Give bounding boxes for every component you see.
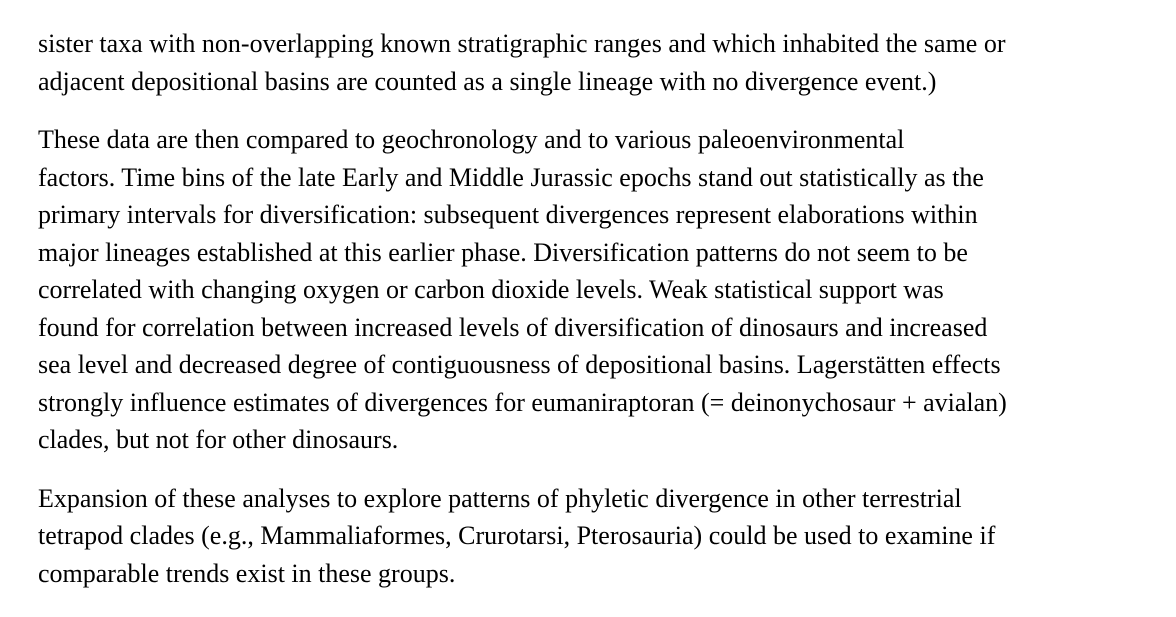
text-line: sea level and decreased degree of contiguousness of depositional basins. Lagerstätten effects — [38, 350, 1001, 379]
text-line: These data are then compared to geochronology and to various paleoenvironmental — [38, 125, 905, 154]
document-body — [38, 25, 1143, 613]
text-line: Expansion of these analyses to explore patterns of phyletic divergence in other terrestrial — [38, 483, 962, 513]
text-line: found for correlation between increased levels of diversification of dinosaurs and increased — [38, 312, 988, 342]
paragraph-3 — [38, 480, 1143, 593]
text-line: clades, but not for other dinosaurs. — [38, 425, 399, 454]
paragraph-2 — [38, 121, 1143, 459]
paragraph-1 — [38, 25, 1143, 100]
text-line: comparable trends exist in these groups. — [38, 558, 456, 588]
text-line: adjacent depositional basins are counted as a single lineage with no divergence event.) — [38, 66, 937, 96]
text-line: sister taxa with non-overlapping known stratigraphic ranges and which inhabited the same or — [38, 29, 1006, 58]
text-line: strongly influence estimates of divergences for eumaniraptoran (= deinonychosaur + avialan) — [38, 387, 1007, 417]
text-line: tetrapod clades (e.g., Mammaliaformes, Crurotarsi, Pterosauria) could be used to examine if — [38, 521, 996, 550]
text-line: factors. Time bins of the late Early and Middle Jurassic epochs stand out statistically as the — [38, 162, 984, 192]
text-line: major lineages established at this earlier phase. Diversification patterns do not seem to be — [38, 237, 968, 267]
text-line: correlated with changing oxygen or carbon dioxide levels. Weak statistical support was — [38, 275, 944, 304]
text-line: primary intervals for diversification: subsequent divergences represent elaborations within — [38, 200, 978, 229]
